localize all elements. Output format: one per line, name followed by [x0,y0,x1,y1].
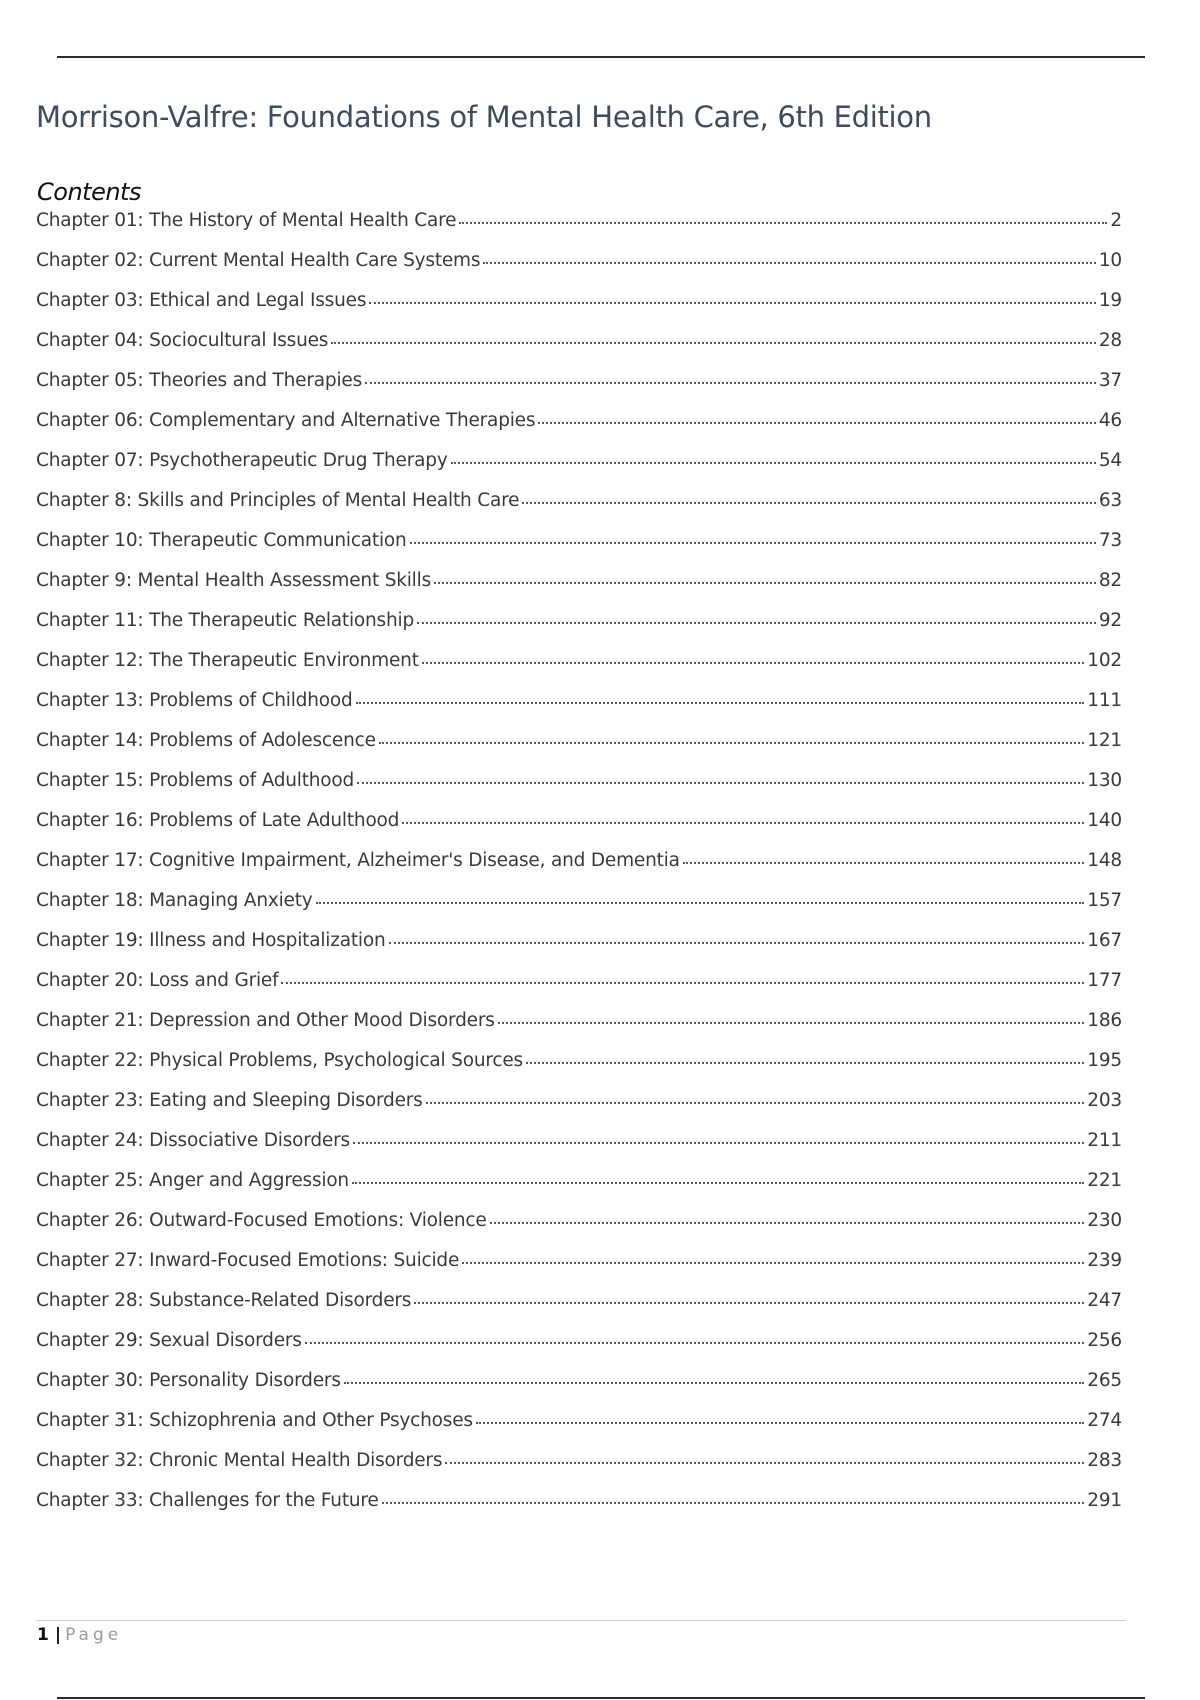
toc-dot-leader [434,582,1096,584]
toc-entry-page: 167 [1087,930,1122,951]
toc-entry-page: 247 [1087,1290,1122,1311]
toc-entry-page: 19 [1098,290,1122,311]
toc-entry[interactable] [36,1370,1122,1410]
toc-entry-label: Chapter 25: Anger and Aggression [36,1170,349,1191]
toc-entry[interactable] [36,850,1122,890]
toc-entry-label: Chapter 33: Challenges for the Future [36,1490,379,1511]
toc-entry[interactable] [36,1170,1122,1210]
toc-entry-page: 157 [1087,890,1122,911]
toc-entry-page: 121 [1087,730,1122,751]
toc-entry-page: 195 [1087,1050,1122,1071]
toc-entry[interactable] [36,210,1122,250]
toc-entry[interactable] [36,1130,1122,1170]
toc-entry-label: Chapter 27: Inward-Focused Emotions: Suicide [36,1250,460,1271]
top-rule [57,56,1145,58]
toc-entry-page: 203 [1087,1090,1122,1111]
toc-entry-label: Chapter 22: Physical Problems, Psychological Sources [36,1050,523,1071]
footer-page-number: 1 [37,1625,49,1645]
toc-dot-leader [356,702,1085,704]
toc-dot-leader [526,1062,1084,1064]
toc-entry[interactable] [36,690,1122,730]
toc-dot-leader [538,422,1096,424]
toc-entry-label: Chapter 05: Theories and Therapies [36,370,363,391]
toc-entry-label: Chapter 16: Problems of Late Adulthood [36,810,400,831]
toc-entry[interactable] [36,1050,1122,1090]
toc-entry-page: 46 [1098,410,1122,431]
document-title: Morrison-Valfre: Foundations of Mental Health Care, 6th Edition [36,100,932,134]
toc-entry[interactable] [36,370,1122,410]
toc-entry-page: 177 [1087,970,1122,991]
toc-dot-leader [414,1302,1084,1304]
toc-entry-label: Chapter 29: Sexual Disorders [36,1330,302,1351]
toc-entry[interactable] [36,330,1122,370]
toc-dot-leader [498,1022,1085,1024]
toc-entry[interactable] [36,1290,1122,1330]
toc-entry-page: 63 [1098,490,1122,511]
toc-entry-page: 111 [1087,690,1122,711]
toc-entry-page: 82 [1098,570,1122,591]
toc-entry[interactable] [36,570,1122,610]
toc-entry-page: 54 [1098,450,1122,471]
toc-dot-leader [382,1502,1085,1504]
toc-entry-label: Chapter 02: Current Mental Health Care Systems [36,250,481,271]
toc-dot-leader [379,742,1085,744]
toc-dot-leader [402,822,1084,824]
toc-dot-leader [426,1102,1085,1104]
toc-entry-page: 28 [1098,330,1122,351]
toc-dot-leader [357,782,1084,784]
toc-dot-leader [281,982,1084,984]
toc-dot-leader [422,662,1085,664]
toc-entry-page: 102 [1087,650,1122,671]
toc-entry-label: Chapter 13: Problems of Childhood [36,690,353,711]
toc-entry-label: Chapter 31: Schizophrenia and Other Psychoses [36,1410,473,1431]
toc-entry[interactable] [36,250,1122,290]
toc-entry-page: 92 [1098,610,1122,631]
toc-entry[interactable] [36,410,1122,450]
toc-dot-leader [353,1142,1084,1144]
toc-entry-label: Chapter 10: Therapeutic Communication [36,530,407,551]
toc-entry[interactable] [36,1250,1122,1290]
toc-entry-label: Chapter 06: Complementary and Alternative Therapies [36,410,536,431]
toc-entry[interactable] [36,610,1122,650]
toc-entry[interactable] [36,1210,1122,1250]
toc-entry[interactable] [36,930,1122,970]
toc-dot-leader [483,262,1096,264]
toc-entry-label: Chapter 18: Managing Anxiety [36,890,313,911]
toc-entry-label: Chapter 14: Problems of Adolescence [36,730,376,751]
toc-entry-label: Chapter 07: Psychotherapeutic Drug Therapy [36,450,448,471]
footer-rule [36,1620,1126,1621]
contents-heading: Contents [37,178,141,206]
toc-entry-label: Chapter 04: Sociocultural Issues [36,330,329,351]
toc-dot-leader [462,1262,1084,1264]
footer-page-word: Page [65,1625,123,1645]
toc-dot-leader [365,382,1096,384]
toc-entry-label: Chapter 20: Loss and Grief [36,970,279,991]
toc-entry-page: 239 [1087,1250,1122,1271]
toc-dot-leader [344,1382,1085,1384]
toc-entry-page: 265 [1087,1370,1122,1391]
toc-entry-label: Chapter 17: Cognitive Impairment, Alzheimer's Disease, and Dementia [36,850,680,871]
toc-dot-leader [683,862,1085,864]
toc-entry-page: 211 [1087,1130,1122,1151]
toc-dot-leader [369,302,1096,304]
toc-entry[interactable] [36,1330,1122,1370]
toc-dot-leader [490,1222,1085,1224]
toc-entry-label: Chapter 26: Outward-Focused Emotions: Violence [36,1210,487,1231]
toc-entry[interactable] [36,530,1122,570]
toc-entry[interactable] [36,1450,1122,1490]
bottom-rule [57,1697,1145,1699]
toc-dot-leader [331,342,1096,344]
toc-entry-label: Chapter 01: The History of Mental Health Care [36,210,457,231]
toc-entry-page: 256 [1087,1330,1122,1351]
toc-entry-page: 37 [1098,370,1122,391]
toc-dot-leader [476,1422,1084,1424]
toc-entry-page: 2 [1110,210,1122,231]
toc-entry-label: Chapter 15: Problems of Adulthood [36,770,355,791]
toc-entry-page: 186 [1087,1010,1122,1031]
toc-entry-label: Chapter 19: Illness and Hospitalization [36,930,386,951]
toc-entry[interactable] [36,970,1122,1010]
toc-entry-page: 283 [1087,1450,1122,1471]
toc-dot-leader [389,942,1085,944]
toc-entry-page: 230 [1087,1210,1122,1231]
toc-entry[interactable] [36,730,1122,770]
toc-dot-leader [410,542,1096,544]
toc-dot-leader [451,462,1096,464]
toc-entry-label: Chapter 28: Substance-Related Disorders [36,1290,412,1311]
toc-entry-label: Chapter 30: Personality Disorders [36,1370,341,1391]
page-footer [37,1625,122,1645]
toc-entry-label: Chapter 9: Mental Health Assessment Skills [36,570,432,591]
toc-dot-leader [305,1342,1085,1344]
toc-entry[interactable] [36,1090,1122,1130]
toc-entry[interactable] [36,290,1122,330]
toc-dot-leader [417,622,1096,624]
toc-entry-label: Chapter 12: The Therapeutic Environment [36,650,419,671]
toc-entry[interactable] [36,1010,1122,1050]
toc-entry-page: 130 [1087,770,1122,791]
toc-entry-page: 73 [1098,530,1122,551]
toc-entry-page: 140 [1087,810,1122,831]
toc-dot-leader [459,222,1107,224]
toc-entry[interactable] [36,810,1122,850]
toc-entry[interactable] [36,450,1122,490]
toc-entry-page: 221 [1087,1170,1122,1191]
toc-entry[interactable] [36,650,1122,690]
toc-entry-label: Chapter 8: Skills and Principles of Mental Health Care [36,490,520,511]
toc-entry-label: Chapter 24: Dissociative Disorders [36,1130,350,1151]
toc-entry[interactable] [36,490,1122,530]
toc-dot-leader [445,1462,1084,1464]
toc-entry-label: Chapter 23: Eating and Sleeping Disorders [36,1090,423,1111]
toc-entry[interactable] [36,890,1122,930]
table-of-contents [36,210,1122,1530]
footer-separator: | [54,1625,62,1645]
toc-entry[interactable] [36,1410,1122,1450]
toc-entry-label: Chapter 03: Ethical and Legal Issues [36,290,367,311]
toc-entry-label: Chapter 11: The Therapeutic Relationship [36,610,414,631]
toc-dot-leader [316,902,1085,904]
toc-entry[interactable] [36,1490,1122,1530]
toc-entry-page: 274 [1087,1410,1122,1431]
toc-entry[interactable] [36,770,1122,810]
toc-entry-label: Chapter 21: Depression and Other Mood Disorders [36,1010,495,1031]
toc-entry-page: 148 [1087,850,1122,871]
toc-entry-label: Chapter 32: Chronic Mental Health Disorders [36,1450,443,1471]
toc-entry-page: 10 [1098,250,1122,271]
toc-dot-leader [522,502,1096,504]
toc-dot-leader [352,1182,1084,1184]
toc-entry-page: 291 [1087,1490,1122,1511]
